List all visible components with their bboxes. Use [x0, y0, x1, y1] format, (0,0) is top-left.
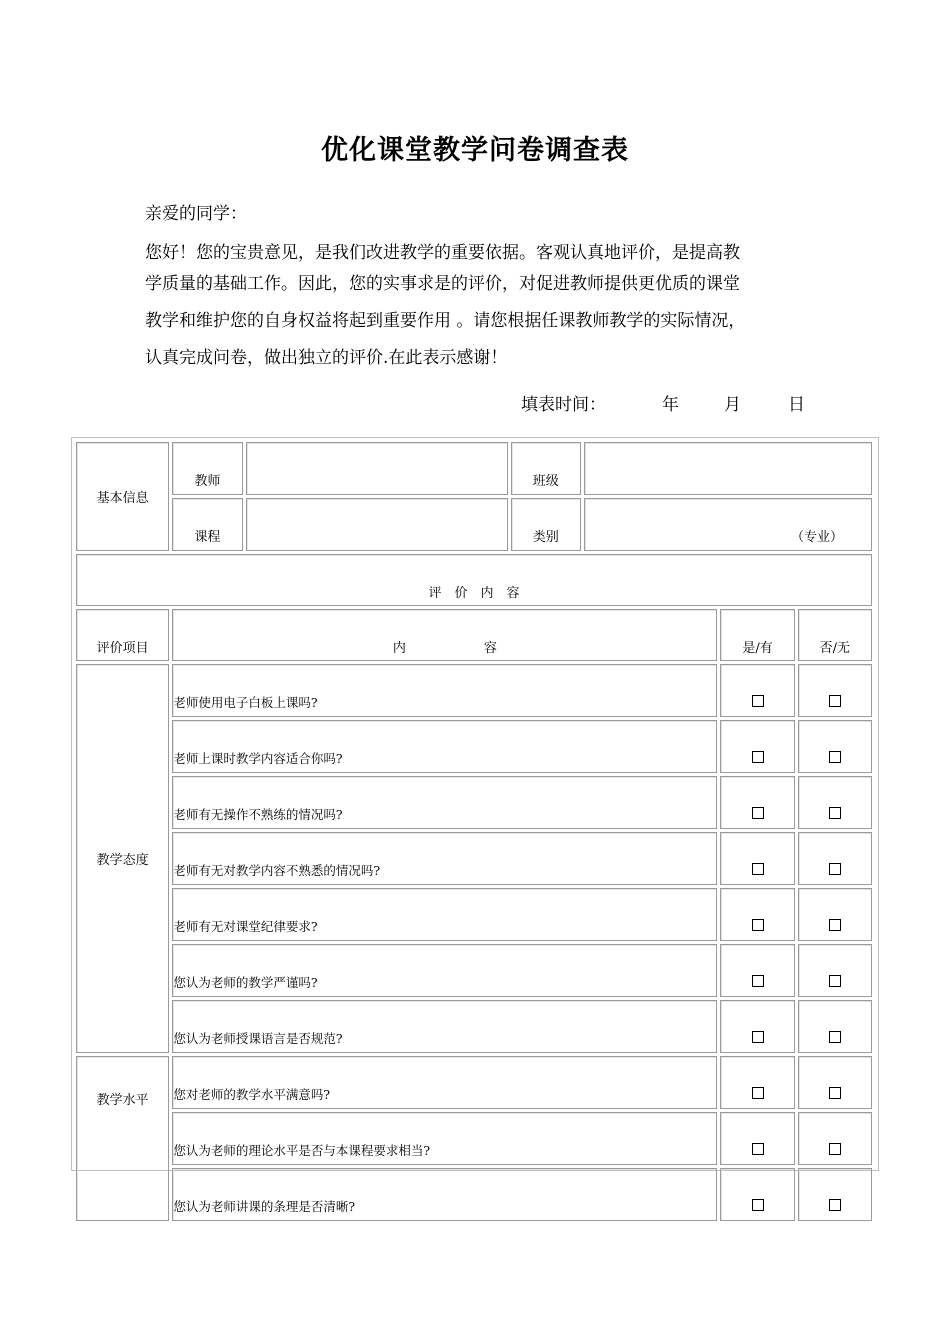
evaluation-header-row [76, 554, 872, 606]
day-label: 日 [788, 395, 805, 415]
class-field[interactable] [584, 442, 872, 495]
section-label: 教学态度 [76, 664, 169, 1053]
no-cell [798, 1056, 872, 1109]
question-row [76, 664, 872, 717]
question-row [76, 1056, 872, 1109]
yes-checkbox[interactable] [752, 919, 764, 931]
question-row [76, 888, 872, 941]
yes-cell [720, 832, 794, 885]
no-cell [798, 776, 872, 829]
no-checkbox[interactable] [829, 1199, 841, 1211]
intro-line: 学质量的基础工作。因此，您的实事求是的评价，对促进教师提供更优质的课堂 [145, 274, 740, 294]
question-row [76, 832, 872, 885]
course-field[interactable] [246, 498, 508, 551]
no-cell [798, 720, 872, 773]
no-checkbox[interactable] [829, 1143, 841, 1155]
no-cell [798, 1112, 872, 1165]
yes-column-header: 是/有 [720, 609, 794, 661]
yes-cell [720, 1000, 794, 1053]
question-row [76, 1112, 872, 1165]
question-text: 老师有无对教学内容不熟悉的情况吗? [172, 832, 717, 885]
question-row [76, 1000, 872, 1053]
teacher-field[interactable] [246, 442, 508, 495]
question-text: 老师有无操作不熟练的情况吗? [172, 776, 717, 829]
yes-checkbox[interactable] [752, 1143, 764, 1155]
yes-cell [720, 776, 794, 829]
yes-cell [720, 1168, 794, 1221]
basic-info-row [76, 498, 872, 551]
evaluation-header: 评 价 内 容 [76, 554, 872, 606]
category-field[interactable]: （专业） [584, 498, 872, 551]
no-cell [798, 1000, 872, 1053]
no-cell [798, 888, 872, 941]
question-text: 您认为老师的教学严谨吗? [172, 944, 717, 997]
basic-info-label: 基本信息 [76, 442, 169, 551]
survey-table [73, 439, 875, 1224]
question-row [76, 944, 872, 997]
intro-line: 认真完成问卷，做出独立的评价.在此表示感谢！ [145, 348, 508, 368]
yes-checkbox[interactable] [752, 751, 764, 763]
yes-cell [720, 1056, 794, 1109]
no-checkbox[interactable] [829, 1087, 841, 1099]
question-text: 老师上课时教学内容适合你吗? [172, 720, 717, 773]
no-checkbox[interactable] [829, 1031, 841, 1043]
teacher-label: 教师 [172, 442, 242, 495]
yes-cell [720, 1112, 794, 1165]
question-row [76, 776, 872, 829]
item-column-header: 评价项目 [76, 609, 169, 661]
no-checkbox[interactable] [829, 975, 841, 987]
yes-checkbox[interactable] [752, 863, 764, 875]
question-text: 您对老师的教学水平满意吗? [172, 1056, 717, 1109]
yes-checkbox[interactable] [752, 1199, 764, 1211]
greeting: 亲爱的同学： [145, 204, 247, 224]
no-cell [798, 1168, 872, 1221]
no-column-header: 否/无 [798, 609, 872, 661]
question-row [76, 720, 872, 773]
no-checkbox[interactable] [829, 807, 841, 819]
question-text: 老师使用电子白板上课吗? [172, 664, 717, 717]
yes-checkbox[interactable] [752, 1031, 764, 1043]
no-cell [798, 832, 872, 885]
yes-checkbox[interactable] [752, 1087, 764, 1099]
yes-cell [720, 944, 794, 997]
yes-cell [720, 888, 794, 941]
question-text: 您认为老师的理论水平是否与本课程要求相当? [172, 1112, 717, 1165]
no-checkbox[interactable] [829, 863, 841, 875]
fill-date-label: 填表时间： [521, 395, 606, 415]
question-row [76, 1168, 872, 1221]
question-text: 您认为老师讲课的条理是否清晰? [172, 1168, 717, 1221]
intro-line: 您好！您的宝贵意见，是我们改进教学的重要依据。客观认真地评价，是提高教 [145, 243, 740, 263]
content-column-header: 内 容 [172, 609, 717, 661]
page-title: 优化课堂教学问卷调查表 [321, 135, 629, 166]
no-checkbox[interactable] [829, 695, 841, 707]
yes-cell [720, 720, 794, 773]
yes-cell [720, 664, 794, 717]
question-text: 老师有无对课堂纪律要求? [172, 888, 717, 941]
course-label: 课程 [172, 498, 242, 551]
month-label: 月 [724, 395, 741, 415]
yes-checkbox[interactable] [752, 807, 764, 819]
section-label: 教学水平 [76, 1056, 169, 1221]
intro-line: 教学和维护您的自身权益将起到重要作用 。请您根据任课教师教学的实际情况， [145, 311, 746, 331]
yes-checkbox[interactable] [752, 975, 764, 987]
no-cell [798, 664, 872, 717]
no-checkbox[interactable] [829, 751, 841, 763]
question-text: 您认为老师授课语言是否规范? [172, 1000, 717, 1053]
basic-info-row [76, 442, 872, 495]
yes-checkbox[interactable] [752, 695, 764, 707]
intro-paragraph [145, 240, 815, 377]
no-checkbox[interactable] [829, 919, 841, 931]
year-label: 年 [662, 395, 679, 415]
category-label: 类别 [511, 498, 581, 551]
column-header-row [76, 609, 872, 661]
no-cell [798, 944, 872, 997]
class-label: 班级 [511, 442, 581, 495]
